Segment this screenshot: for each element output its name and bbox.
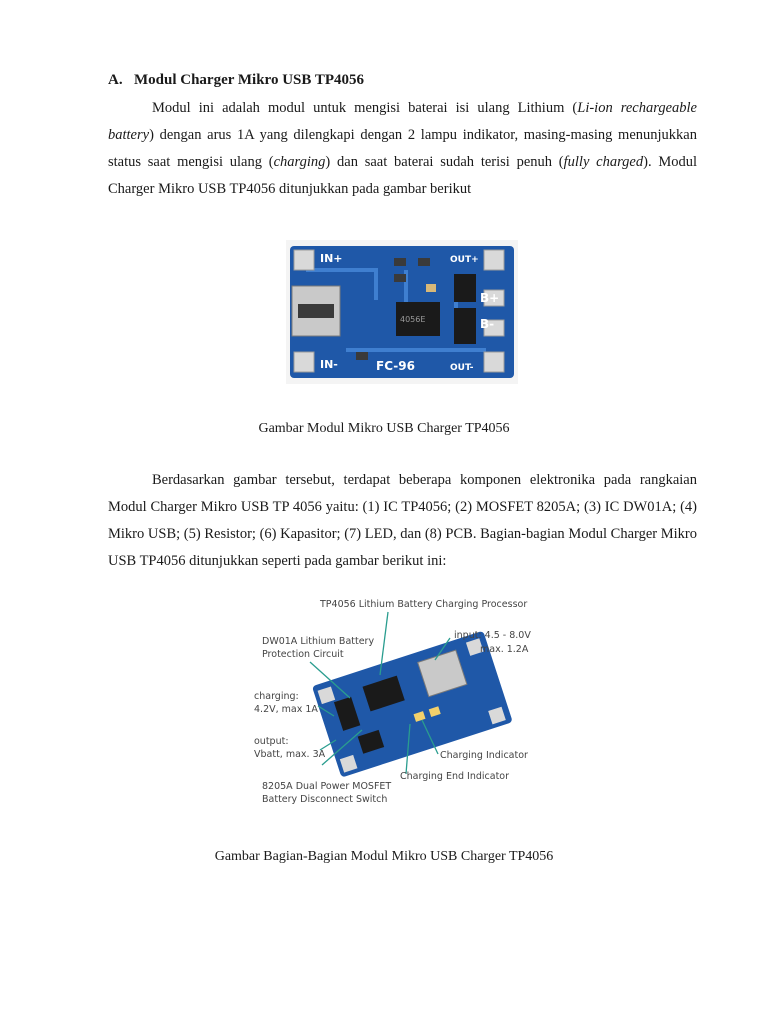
- annot-output-2: Vbatt, max. 3A: [254, 749, 326, 760]
- label-in-minus: IN-: [320, 358, 338, 371]
- components-paragraph: Berdasarkan gambar tersebut, terdapat beberapa komponen elektronika pada rangkaian Modul Charger Mikro USB TP 4056 yaitu: (1) IC TP4056; (2) MOSFET 8205A; (3) IC DW01A; (4) Mikro USB; (5) Resistor; (6) Kapasitor; (7) LED, dan (8) PCB. Bagian-bagian Modul Charger Mikro USB TP4056 ditunjukkan seperti pada gambar berikut ini:: [108, 472, 697, 569]
- label-b-plus: B+: [480, 291, 500, 305]
- annot-charging-end: Charging End Indicator: [400, 771, 510, 782]
- annot-dw01a-1: DW01A Lithium Battery: [262, 636, 375, 647]
- label-model: FC-96: [376, 359, 415, 373]
- annot-input-2: max. 1.2A: [480, 644, 529, 655]
- section-title: Modul Charger Mikro USB TP4056: [134, 72, 365, 88]
- figure2-caption: Gambar Bagian-Bagian Modul Mikro USB Charger TP4056: [214, 849, 554, 864]
- annot-charging-1: charging:: [254, 691, 299, 702]
- para1-text-4: ). Modul Charger Mikro USB TP4056 ditunjukkan pada gambar berikut: [108, 154, 698, 197]
- annot-processor: TP4056 Lithium Battery Charging Processor: [320, 599, 528, 610]
- section-number: A.: [108, 72, 123, 88]
- label-in-plus: IN+: [320, 252, 343, 265]
- label-out-minus: OUT-: [450, 363, 474, 373]
- para1-text-3: ) dan saat baterai sudah terisi penuh (: [325, 154, 564, 170]
- annot-dw01a-2: Protection Circuit: [262, 649, 344, 660]
- label-b-minus: B-: [480, 317, 495, 331]
- annot-mosfet-1: 8205A Dual Power MOSFET: [262, 781, 392, 792]
- annot-charging-2: 4.2V, max 1A: [254, 704, 318, 715]
- section-heading: [108, 72, 364, 89]
- para1-italic-charging: charging: [273, 154, 326, 170]
- intro-paragraph: [108, 95, 697, 203]
- annot-charging-indicator: Charging Indicator: [440, 750, 528, 761]
- label-out-plus: OUT+: [450, 255, 479, 265]
- annot-input-1: input: 4.5 - 8.0V: [454, 630, 531, 641]
- tp4056-board-photo: [286, 240, 518, 384]
- para1-italic-li-ion: Li-ion rechargeable battery: [108, 100, 697, 143]
- para1-text-2: ) dengan arus 1A yang dilengkapi dengan 2 lampu indikator, masing-masing menunjukkan status saat mengisi ulang (: [108, 127, 697, 170]
- annot-output-1: output:: [254, 736, 289, 747]
- tp4056-parts-diagram: [250, 590, 550, 815]
- para1-text-1: Modul ini adalah modul untuk mengisi baterai isi ulang Lithium (: [152, 100, 578, 116]
- label-chip: 4056E: [400, 315, 426, 324]
- figure1-caption: Gambar Modul Mikro USB Charger TP4056: [258, 421, 510, 436]
- para1-italic-fully-charged: fully charged: [563, 154, 644, 170]
- annot-mosfet-2: Battery Disconnect Switch: [262, 794, 388, 805]
